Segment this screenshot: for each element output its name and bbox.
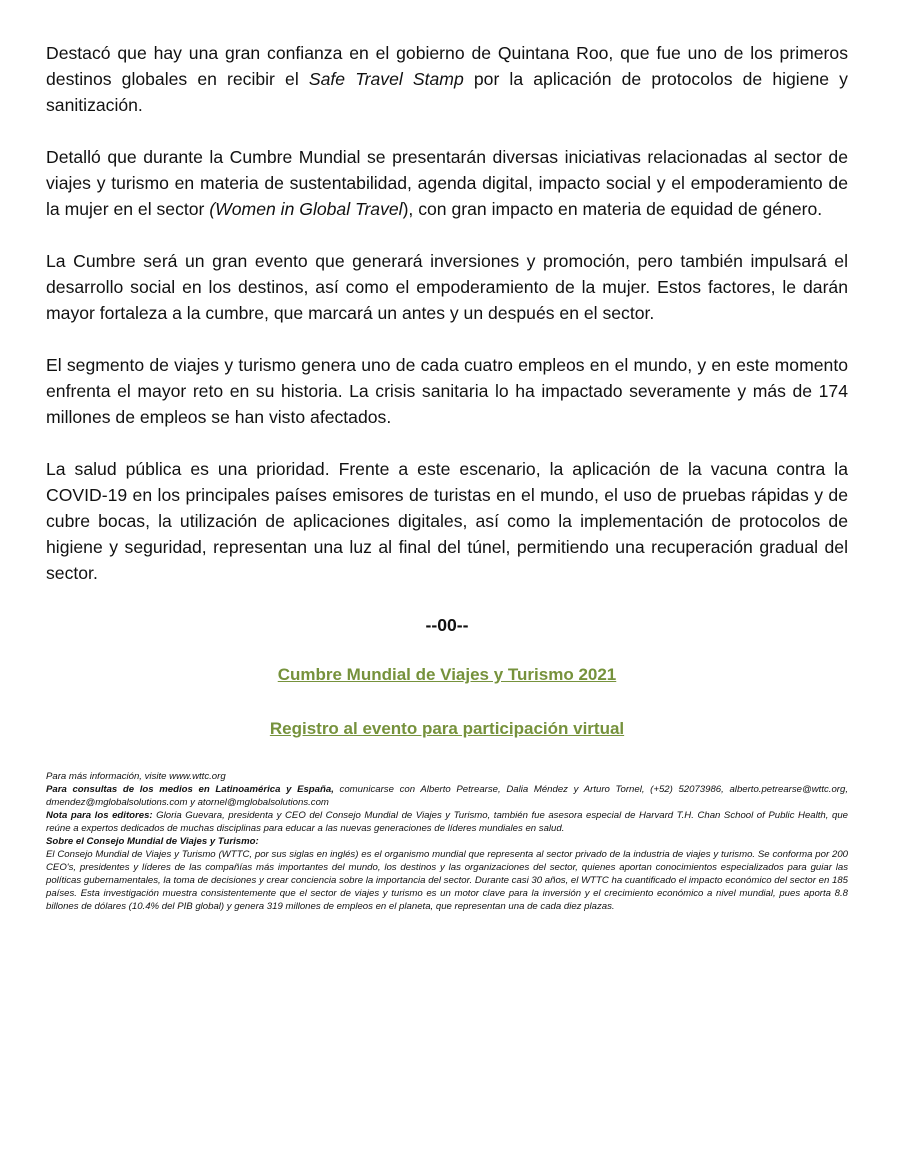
media-contact-note bbox=[46, 783, 848, 809]
more-info-line: Para más información, visite www.wttc.org bbox=[46, 771, 226, 782]
section-separator: --00-- bbox=[425, 615, 469, 635]
media-contact-label: Para consultas de los medios en Latinoamérica y España, bbox=[46, 784, 334, 795]
paragraph-public-health: La salud pública es una prioridad. Frente a este escenario, la aplicación de la vacuna contra la COVID-19 en los principales países emisores de turistas en el mundo, el uso de pruebas rápidas y de cubre bocas, la utilización de aplicaciones digitales, así como la implementación de protocolos de higiene y seguridad, representan una luz al final del túnel, permitiendo una recuperación gradual del sector. bbox=[46, 459, 848, 583]
paragraph-text: por la aplicación de protocolos de higiene y sanitización. bbox=[46, 69, 848, 115]
paragraph-quintana-roo bbox=[46, 40, 848, 118]
media-contact-text: comunicarse con Alberto Petrearse, Dalia Méndez y Arturo Tornel, (+52) 52073986, alberto.petrearse@wttc.org, dmendez@mglobalsolutions.com y atornel@mglobalsolutions.com bbox=[46, 784, 848, 808]
about-text: El Consejo Mundial de Viajes y Turismo (WTTC, por sus siglas en inglés) es el organismo mundial que representa al sector privado de la industria de viajes y turismo. Se conforma por 200 CEO's, presidentes y líderes de las compañías más importantes del mundo, los destinos y las organizaciones del sector, quienes aportan conocimientos especializados para guiar las políticas gubernamentales, la toma de decisiones y crear conciencia sobre la importancia del sector. Durante casi 30 años, el WTTC ha cuantificado el impacto económico del sector en 185 países. Esta investigación muestra consistentemente que el sector de viajes y turismo es un motor clave para la inversión y el crecimiento económico a nivel mundial, pues aporta 8.8 billones de dólares (10.4% del PIB global) y genera 319 millones de empleos en el planeta, que representan una de cada diez plazas. bbox=[46, 849, 848, 912]
summit-link[interactable]: Cumbre Mundial de Viajes y Turismo 2021 bbox=[277, 665, 617, 684]
about-heading-label: Sobre el Consejo Mundial de Viajes y Turismo: bbox=[46, 836, 259, 847]
paragraph-text: Destacó que hay una gran confianza en el gobierno de Quintana Roo, que fue uno de los primeros destinos globales en recibir el bbox=[46, 43, 848, 89]
about-heading bbox=[46, 835, 848, 848]
press-footer bbox=[46, 770, 848, 913]
safe-travel-stamp-emphasis: Safe Travel Stamp bbox=[308, 69, 464, 89]
paragraph-summit-event: La Cumbre será un gran evento que generará inversiones y promoción, pero también impulsará el desarrollo social en los destinos, así como el empoderamiento de la mujer. Estos factores, le darán mayor fortaleza a la cumbre, que marcará un antes y un después en el sector. bbox=[46, 251, 848, 323]
paragraph-initiatives bbox=[46, 144, 848, 222]
links-section bbox=[46, 662, 848, 742]
editors-note-text: Gloria Guevara, presidenta y CEO del Consejo Mundial de Viajes y Turismo, también fue asesora especial de Harvard T.H. Chan School of Public Health, que reúne a expertos dedicados de muchas disciplinas para educar a las nuevas generaciones de líderes mundiales en salud. bbox=[46, 810, 848, 834]
women-in-global-travel-emphasis: (Women in Global Travel bbox=[209, 199, 403, 219]
document-page bbox=[46, 40, 848, 913]
editors-note-label: Nota para los editores: bbox=[46, 810, 153, 821]
paragraph-employment: El segmento de viajes y turismo genera uno de cada cuatro empleos en el mundo, y en este momento enfrenta el mayor reto en su historia. La crisis sanitaria lo ha impactado severamente y más de 174 millones de empleos se han visto afectados. bbox=[46, 355, 848, 427]
editors-note bbox=[46, 809, 848, 835]
paragraph-text: ), con gran impacto en materia de equidad de género. bbox=[402, 199, 823, 219]
registration-link[interactable]: Registro al evento para participación virtual bbox=[269, 719, 625, 738]
paragraph-text: Detalló que durante la Cumbre Mundial se presentarán diversas iniciativas relacionadas al sector de viajes y turismo en materia de sustentabilidad, agenda digital, impacto social y el empoderamiento de la mujer en el sector bbox=[46, 147, 848, 219]
